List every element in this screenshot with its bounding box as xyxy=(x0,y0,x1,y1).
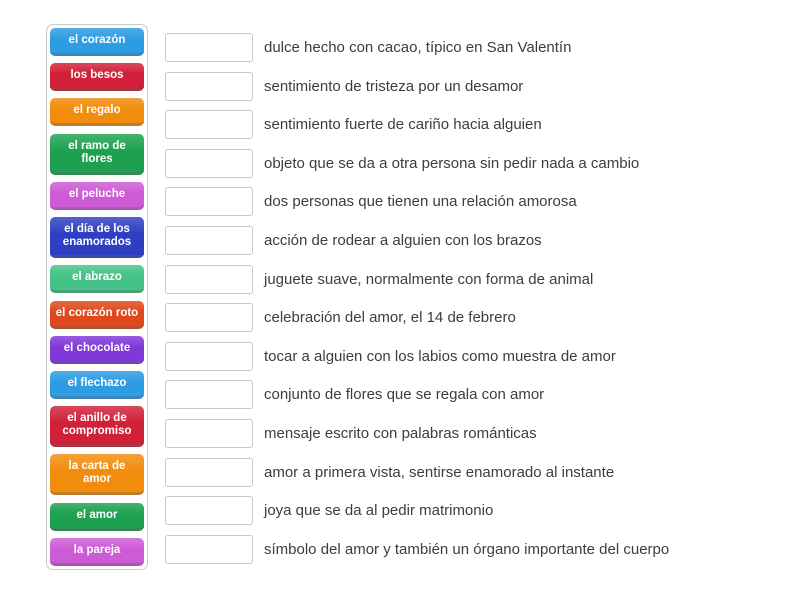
definition-text-3: sentimiento fuerte de cariño hacia alguien xyxy=(264,116,542,134)
match-row xyxy=(165,110,669,139)
match-row xyxy=(165,226,669,255)
answer-slot-6[interactable] xyxy=(165,226,253,255)
match-row xyxy=(165,33,669,62)
definition-text-9: tocar a alguien con los labios como muestra de amor xyxy=(264,347,616,365)
match-row xyxy=(165,149,669,178)
definition-text-12: amor a primera vista, sentirse enamorado al instante xyxy=(264,463,615,481)
definitions-column xyxy=(165,33,669,564)
answer-slot-9[interactable] xyxy=(165,342,253,371)
term-tile-8[interactable]: el corazón roto xyxy=(50,301,144,329)
definition-text-11: mensaje escrito con palabras románticas xyxy=(264,424,537,442)
term-tile-14[interactable]: la pareja xyxy=(50,538,144,566)
answer-slot-7[interactable] xyxy=(165,265,253,294)
definition-text-10: conjunto de flores que se regala con amor xyxy=(264,386,545,404)
definition-text-4: objeto que se da a otra persona sin pedir nada a cambio xyxy=(264,154,640,172)
definition-text-7: juguete suave, normalmente con forma de animal xyxy=(264,270,594,288)
answer-slot-8[interactable] xyxy=(165,303,253,332)
answer-slot-14[interactable] xyxy=(165,535,253,564)
term-tile-10[interactable]: el flechazo xyxy=(50,371,144,399)
term-tile-9[interactable]: el chocolate xyxy=(50,336,144,364)
term-tile-5[interactable]: el peluche xyxy=(50,182,144,210)
match-row xyxy=(165,458,669,487)
term-tile-12[interactable]: la carta de amor xyxy=(50,454,144,495)
definition-text-14: símbolo del amor y también un órgano importante del cuerpo xyxy=(264,540,670,558)
answer-slot-13[interactable] xyxy=(165,496,253,525)
answer-slot-1[interactable] xyxy=(165,33,253,62)
answer-slot-10[interactable] xyxy=(165,380,253,409)
match-row xyxy=(165,342,669,371)
match-row xyxy=(165,496,669,525)
definition-text-8: celebración del amor, el 14 de febrero xyxy=(264,309,516,327)
match-row xyxy=(165,72,669,101)
answer-slot-2[interactable] xyxy=(165,72,253,101)
definition-text-1: dulce hecho con cacao, típico en San Valentín xyxy=(264,39,572,56)
match-row xyxy=(165,535,669,564)
term-tile-11[interactable]: el anillo de compromiso xyxy=(50,406,144,447)
definition-text-5: dos personas que tienen una relación amorosa xyxy=(264,193,577,211)
term-tile-2[interactable]: los besos xyxy=(50,63,144,91)
term-tile-3[interactable]: el regalo xyxy=(50,98,144,126)
terms-panel xyxy=(46,24,148,570)
definition-text-2: sentimiento de tristeza por un desamor xyxy=(264,77,524,95)
answer-slot-3[interactable] xyxy=(165,110,253,139)
match-row xyxy=(165,419,669,448)
match-row xyxy=(165,303,669,332)
term-tile-4[interactable]: el ramo de flores xyxy=(50,134,144,175)
answer-slot-11[interactable] xyxy=(165,419,253,448)
term-tile-6[interactable]: el día de los enamorados xyxy=(50,217,144,258)
answer-slot-4[interactable] xyxy=(165,149,253,178)
answer-slot-12[interactable] xyxy=(165,458,253,487)
match-row xyxy=(165,187,669,216)
match-row xyxy=(165,265,669,294)
answer-slot-5[interactable] xyxy=(165,187,253,216)
term-tile-7[interactable]: el abrazo xyxy=(50,265,144,293)
definition-text-13: joya que se da al pedir matrimonio xyxy=(264,502,494,520)
definition-text-6: acción de rodear a alguien con los brazos xyxy=(264,231,542,249)
match-row xyxy=(165,380,669,409)
term-tile-13[interactable]: el amor xyxy=(50,503,144,531)
term-tile-1[interactable]: el corazón xyxy=(50,28,144,56)
